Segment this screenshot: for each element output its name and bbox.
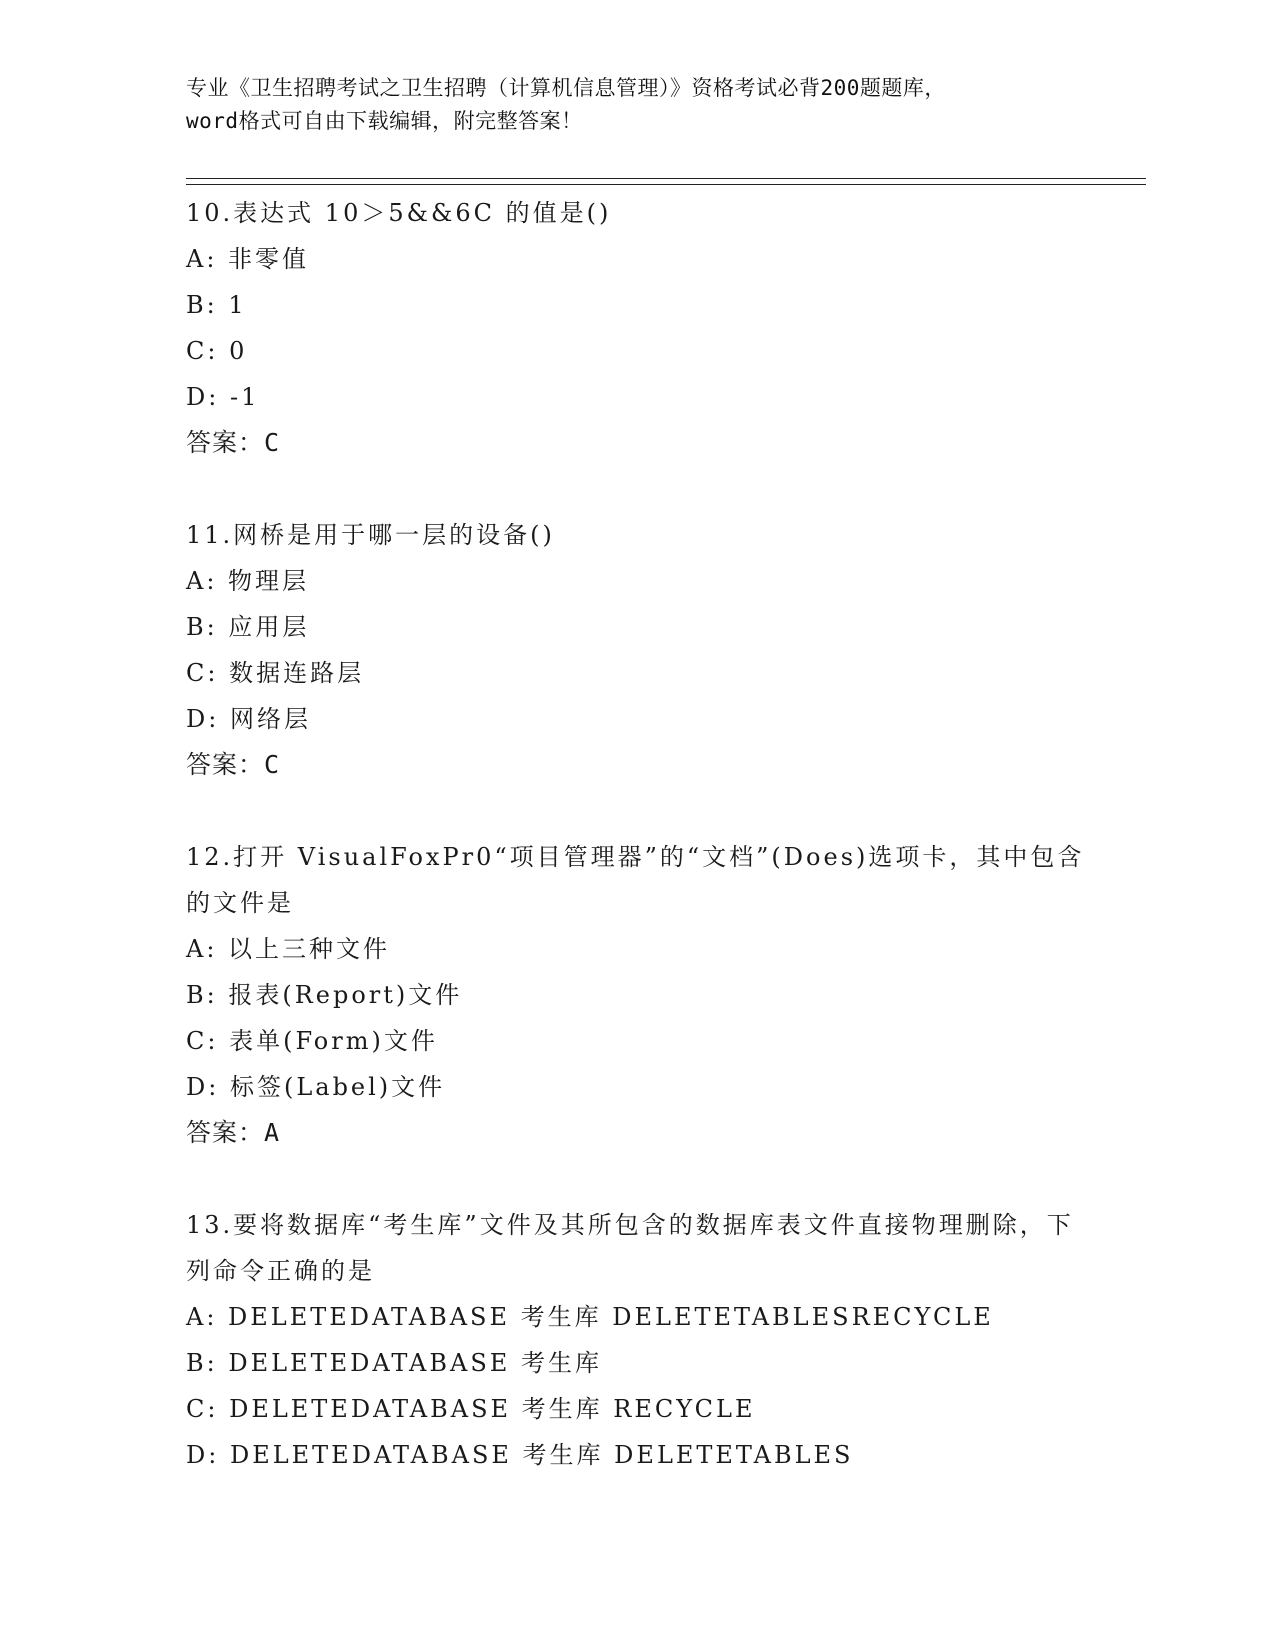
question-list bbox=[186, 190, 1086, 1524]
option-c: C: 0 bbox=[186, 337, 248, 365]
option-b: B: 1 bbox=[186, 291, 247, 319]
header-line-2: word格式可自由下载编辑，附完整答案！ bbox=[186, 109, 583, 133]
question-10 bbox=[186, 190, 1086, 466]
question-title: 11.网桥是用于哪一层的设备() bbox=[186, 521, 555, 549]
option-a: A: 物理层 bbox=[186, 567, 310, 595]
header-line-1: 专业《卫生招聘考试之卫生招聘（计算机信息管理）》资格考试必背200题题库， bbox=[186, 76, 946, 100]
question-13 bbox=[186, 1202, 1086, 1478]
option-b: B: DELETEDATABASE 考生库 bbox=[186, 1349, 602, 1377]
option-d: D: DELETEDATABASE 考生库 DELETETABLES bbox=[186, 1441, 854, 1469]
option-c: C: 表单(Form)文件 bbox=[186, 1027, 438, 1055]
option-d: D: 标签(Label)文件 bbox=[186, 1073, 446, 1101]
document-header bbox=[186, 72, 1086, 138]
question-title: 13.要将数据库“考生库”文件及其所包含的数据库表文件直接物理删除，下列命令正确的是 bbox=[186, 1211, 1074, 1285]
option-c: C: DELETEDATABASE 考生库 RECYCLE bbox=[186, 1395, 756, 1423]
option-d: D: -1 bbox=[186, 383, 260, 411]
option-d: D: 网络层 bbox=[186, 705, 311, 733]
question-title: 12.打开 VisualFoxPr0“项目管理器”的“文档”(Does)选项卡，其中包含的文件是 bbox=[186, 843, 1085, 917]
answer-line: 答案：C bbox=[186, 428, 281, 457]
option-a: A: DELETEDATABASE 考生库 DELETETABLESRECYCLE bbox=[186, 1303, 994, 1331]
option-b: B: 应用层 bbox=[186, 613, 310, 641]
header-divider-bottom bbox=[186, 184, 1146, 185]
question-11 bbox=[186, 512, 1086, 788]
header-divider-top bbox=[186, 178, 1146, 179]
option-b: B: 报表(Report)文件 bbox=[186, 981, 463, 1009]
option-c: C: 数据连路层 bbox=[186, 659, 365, 687]
question-title: 10.表达式 10＞5&&6C 的值是() bbox=[186, 199, 612, 227]
answer-line: 答案：C bbox=[186, 750, 281, 779]
option-a: A: 以上三种文件 bbox=[186, 935, 391, 963]
answer-line: 答案：A bbox=[186, 1118, 281, 1147]
question-12 bbox=[186, 834, 1086, 1156]
option-a: A: 非零值 bbox=[186, 245, 310, 273]
